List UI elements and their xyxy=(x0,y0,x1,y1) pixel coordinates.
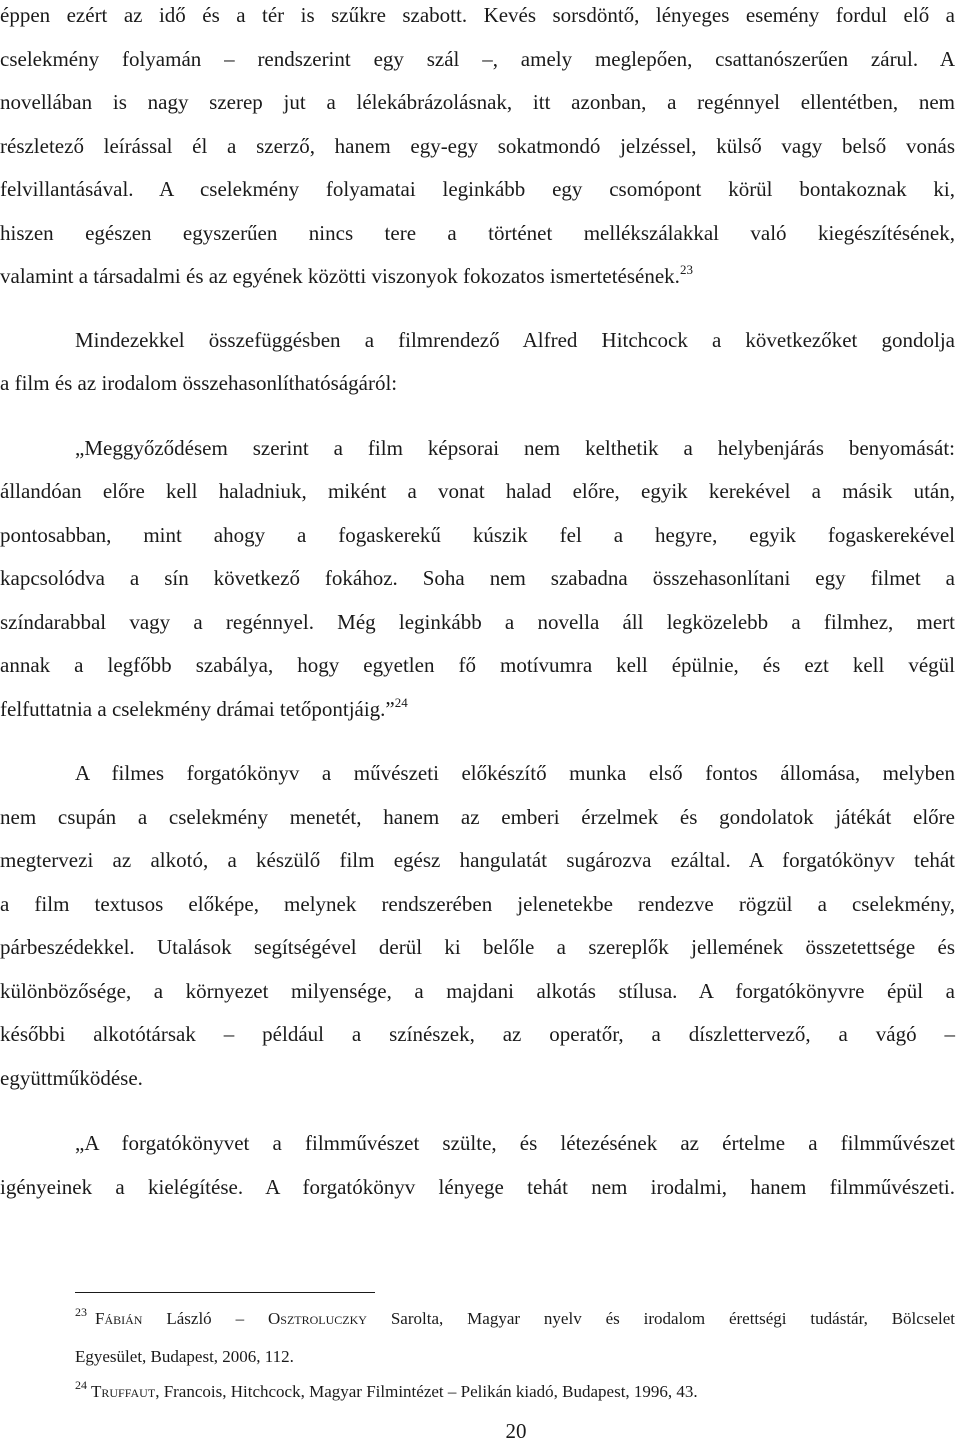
text-line: a film textusos előképe, melynek rendszerében jelenetekbe rendezve rögzül a cselekmény, xyxy=(0,892,955,916)
text-line: nem csupán a cselekmény menetét, hanem az emberi érzelmek és gondolatok játékát előre xyxy=(0,805,955,829)
text-line: megtervezi az alkotó, a készülő film egész hangulatát sugározva ezáltal. A forgatókönyv tehát xyxy=(0,848,955,872)
text-line: pontosabban, mint ahogy a fogaskerekű kúszik fel a hegyre, egyik fogaskerekével xyxy=(0,523,955,547)
author-surname: ruffaut xyxy=(101,1382,156,1401)
text-line-last: együttműködése. xyxy=(0,1066,143,1090)
author-initial: T xyxy=(91,1382,102,1401)
text-span: felfuttatnia a cselekmény drámai tetőpontjáig.” xyxy=(0,697,395,721)
text-line: cselekmény folyamán – rendszerint egy szál –, amely meglepően, csattanószerűen zárul. A xyxy=(0,47,955,71)
page-number: 20 xyxy=(505,1419,527,1443)
author-surname: ábián xyxy=(104,1309,143,1328)
footnote-23-cont: Egyesület, Budapest, 2006, 112. xyxy=(75,1347,294,1366)
text-line-last xyxy=(0,697,955,721)
text-line: „A forgatókönyvet a filmművészet szülte, és létezésének az értelme a filmművészet xyxy=(75,1131,955,1155)
text-span: valamint a társadalmi és az egyének közötti viszonyok fokozatos ismertetésének. xyxy=(0,264,680,288)
text-line: párbeszédekkel. Utalások segítségével derül ki belőle a szereplők jellemének összetettsége és xyxy=(0,935,955,959)
text-line-last: a film és az irodalom összehasonlíthatóságáról: xyxy=(0,371,398,395)
text-line: színdarabbal vagy a regénnyel. Még leginkább a novella áll legközelebb a filmhez, mert xyxy=(0,610,955,634)
author-given: László – xyxy=(142,1309,268,1328)
text-line: különbözősége, a környezet milyensége, a majdani alkotás stílusa. A forgatókönyvre épül a xyxy=(0,979,955,1003)
footnote-ref[interactable]: 24 xyxy=(394,695,408,710)
text-line-last xyxy=(0,264,955,288)
text-line: állandóan előre kell haladniuk, miként a vonat halad előre, egyik kerekével a másik után, xyxy=(0,479,955,503)
text-line: igényeinek a kielégítése. A forgatókönyv lényege tehát nem irodalmi, hanem filmművészeti. xyxy=(0,1175,955,1199)
text-line: Mindezekkel összefüggésben a filmrendező Alfred Hitchcock a következőket gondolja xyxy=(75,328,955,352)
footnote-number: 24 xyxy=(75,1378,87,1392)
text-line: annak a legfőbb szabálya, hogy egyetlen fő motívumra kell épülnie, és ezt kell végül xyxy=(0,653,955,677)
text-line: felvillantásával. A cselekmény folyamatai leginkább egy csomópont körül bontakoznak ki, xyxy=(0,177,955,201)
author-initial: O xyxy=(268,1309,281,1328)
footnote-number: 23 xyxy=(75,1305,87,1319)
text-line: éppen ezért az idő és a tér is szűkre szabott. Kevés sorsdöntő, lényeges esemény fordul elő a xyxy=(0,3,955,27)
author-surname: sztroluczky xyxy=(280,1309,367,1328)
text-line: „Meggyőződésem szerint a film képsorai nem kelthetik a helybenjárás benyomását: xyxy=(75,436,955,460)
text-line: kapcsolódva a sín következő fokához. Soha nem szabadna összehasonlítani egy filmet a xyxy=(0,566,955,590)
footnote-text: Sarolta, Magyar nyelv és irodalom érettségi tudástár, Bölcselet xyxy=(366,1309,955,1328)
text-line: A filmes forgatókönyv a művészeti előkészítő munka első fontos állomása, melyben xyxy=(75,761,955,785)
footnote-23 xyxy=(75,1305,955,1329)
footnote-separator xyxy=(75,1292,375,1293)
author-initial: F xyxy=(95,1309,105,1328)
footnote-text: , Francois, Hitchcock, Magyar Filmintézet – Pelikán kiadó, Budapest, 1996, 43. xyxy=(155,1382,698,1401)
text-line: novellában is nagy szerep jut a lélekábrázolásnak, itt azonban, a regénnyel ellentétben, nem xyxy=(0,90,955,114)
footnote-ref[interactable]: 23 xyxy=(679,262,693,277)
text-line: részletező leírással él a szerző, hanem egy-egy sokatmondó jelzéssel, külső vagy belső vonás xyxy=(0,134,955,158)
footnote-24 xyxy=(75,1378,955,1402)
text-line: hiszen egészen egyszerűen nincs tere a történet mellékszálakkal való kiegészítésének, xyxy=(0,221,955,245)
text-line: későbbi alkotótársak – például a színészek, az operatőr, a díszlettervező, a vágó – xyxy=(0,1022,955,1046)
